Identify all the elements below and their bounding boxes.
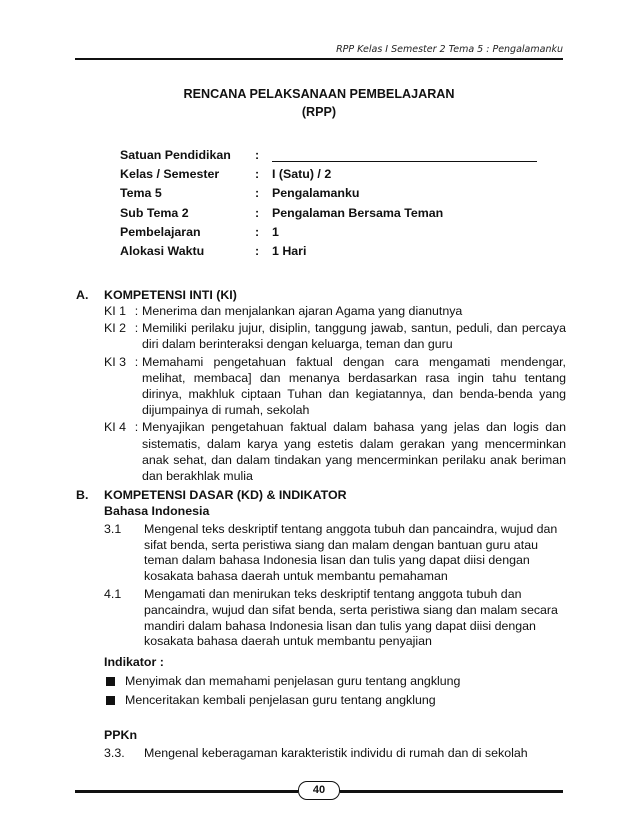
ki-text: Memiliki perilaku jujur, disiplin, tanggung jawab, santun, peduli, dan percaya diri dalam berinteraksi dengan keluarga, teman dan guru xyxy=(142,321,566,352)
kd-code: 3.1 xyxy=(104,522,122,536)
ki-item xyxy=(104,320,566,352)
ki-colon: : xyxy=(134,420,139,435)
kd-block xyxy=(104,503,566,761)
info-colon: : xyxy=(255,148,260,162)
info-row-kelas xyxy=(120,167,537,186)
indikator-item xyxy=(104,692,566,708)
kd-item xyxy=(104,522,566,584)
kd-item xyxy=(104,746,566,762)
info-colon: : xyxy=(255,186,260,201)
info-row-alokasi xyxy=(120,244,537,263)
kd-text: Mengenal teks deskriptif tentang anggota tubuh dan pancaindra, wujud dan sifat benda, serta peristiwa siang dan malam dengan bantuan guru atau teman dalam bahasa Indonesia lisan dan tulis yang dapat diisi dengan kosakata bahasa daerah untuk membantu pemahaman xyxy=(144,522,558,583)
kd-code: 3.3. xyxy=(104,745,125,760)
running-header: RPP Kelas I Semester 2 Tema 5 : Pengalamanku xyxy=(336,44,563,55)
kd-code: 4.1 xyxy=(104,587,122,602)
ki-list xyxy=(104,303,566,484)
section-kompetensi-inti xyxy=(76,287,566,485)
info-row-satuan xyxy=(120,148,537,167)
section-kompetensi-dasar xyxy=(76,487,566,761)
indikator-text: Menceritakan kembali penjelasan guru tentang angklung xyxy=(125,692,436,707)
info-label: Alokasi Waktu xyxy=(120,243,205,258)
section-title: KOMPETENSI INTI (KI) xyxy=(104,288,237,302)
ki-item xyxy=(104,303,566,319)
info-colon: : xyxy=(255,167,260,182)
subject-heading-ppkn: PPKn xyxy=(104,727,138,742)
footer-rule-right xyxy=(340,790,563,793)
indikator-heading: Indikator : xyxy=(104,654,164,669)
ki-item xyxy=(104,419,566,484)
identity-table xyxy=(120,148,537,263)
info-label: Sub Tema 2 xyxy=(120,205,189,220)
square-bullet-icon xyxy=(106,696,115,705)
section-heading xyxy=(76,287,566,303)
kd-text: Mengamati dan menirukan teks deskriptif tentang anggota tubuh dan pancaindra, wujud dan sifat benda, serta peristiwa siang dan malam secara mandiri dalam bahasa Indonesia lisan dan tulis yang dapat diisi dengan kosakata bahasa daerah untuk membantu penyajian xyxy=(144,587,558,649)
kd-text: Mengenal keberagaman karakteristik individu di rumah dan di sekolah xyxy=(144,745,528,760)
info-colon: : xyxy=(255,205,260,220)
info-value: Pengalaman Bersama Teman xyxy=(272,205,444,220)
ki-colon: : xyxy=(134,354,139,369)
section-heading xyxy=(76,487,566,503)
document-title-line1: RENCANA PELAKSANAAN PEMBELAJARAN xyxy=(183,87,455,101)
footer-rule-left xyxy=(75,790,298,793)
section-title: KOMPETENSI DASAR (KD) & INDIKATOR xyxy=(104,488,347,502)
info-colon: : xyxy=(255,224,260,239)
ki-text: Menerima dan menjalankan ajaran Agama yang dianutnya xyxy=(142,304,463,318)
info-value: Pengalamanku xyxy=(272,186,360,201)
ki-item xyxy=(104,354,566,419)
info-value: 1 Hari xyxy=(272,243,307,258)
blank-fill-line xyxy=(272,148,537,162)
ki-code: KI 3 xyxy=(104,354,127,369)
indikator-text: Menyimak dan memahami penjelasan guru tentang angklung xyxy=(125,673,461,688)
ki-colon: : xyxy=(134,321,139,336)
document-title xyxy=(0,85,638,121)
info-value: 1 xyxy=(272,224,279,239)
subject-heading-bahasa-indonesia: Bahasa Indonesia xyxy=(104,504,210,518)
document-title-line2: (RPP) xyxy=(301,105,337,119)
ki-code: KI 2 xyxy=(104,321,127,336)
info-row-pembelajaran xyxy=(120,225,537,244)
info-label: Tema 5 xyxy=(120,186,162,201)
info-label: Pembelajaran xyxy=(120,224,201,239)
ki-code: KI 4 xyxy=(104,420,127,435)
info-value: I (Satu) / 2 xyxy=(272,167,332,182)
ki-text: Menyajikan pengetahuan faktual dalam bahasa yang jelas dan logis dan sistematis, dalam karya yang estetis dalam gerakan yang mencerminkan anak sehat, dan dalam tindakan yang mencerminkan perilaku anak beriman dan berakhlak mulia xyxy=(142,420,566,484)
info-row-tema xyxy=(120,186,537,205)
info-colon: : xyxy=(255,243,260,258)
square-bullet-icon xyxy=(106,677,115,686)
indikator-item xyxy=(104,673,566,689)
info-label: Kelas / Semester xyxy=(120,167,220,182)
section-letter: B. xyxy=(76,488,89,502)
section-letter: A. xyxy=(76,288,89,302)
kd-item xyxy=(104,587,566,649)
header-rule xyxy=(75,58,563,60)
page-number: 40 xyxy=(298,781,340,800)
ki-code: KI 1 xyxy=(104,304,127,318)
info-label: Satuan Pendidikan xyxy=(120,148,231,162)
ki-colon: : xyxy=(134,304,139,318)
info-row-subtema xyxy=(120,206,537,225)
ki-text: Memahami pengetahuan faktual dengan cara mengamati mendengar, melihat, membaca] dan menanya berdasarkan rasa ingin tahu tentang dirinya, makhluk ciptaan Tuhan dan kegiatannya, dan benda-benda yang dijumpainya di rumah, sekolah xyxy=(142,354,566,418)
